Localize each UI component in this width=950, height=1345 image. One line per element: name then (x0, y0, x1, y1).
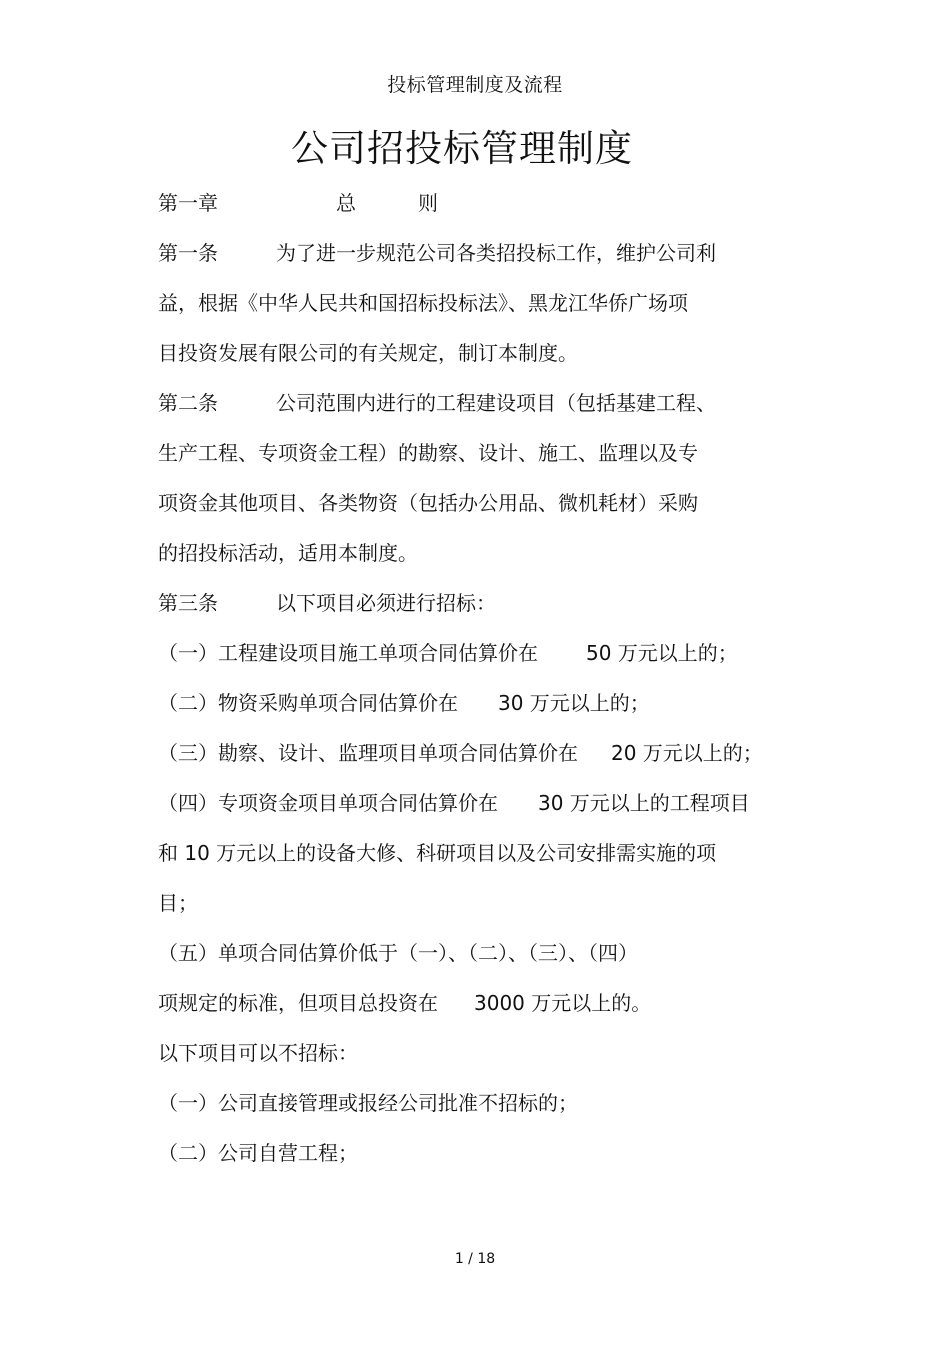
article-3-item-1-text: （一）工程建设项目施工单项合同估算价在 (158, 641, 538, 665)
article-3-item-2-amount: 30 万元以上的； (498, 691, 650, 715)
article-1-line-3: 目投资发展有限公司的有关规定，制订本制度。 (158, 341, 578, 365)
article-3-item-3 (158, 739, 763, 767)
chapter-name-1: 总 (336, 191, 356, 215)
article-2-line-2: 生产工程、专项资金工程）的勘察、设计、施工、监理以及专 (158, 441, 698, 465)
exempt-item-1: （一）公司直接管理或报经公司批准不招标的； (158, 1091, 578, 1115)
running-header: 投标管理制度及流程 (387, 74, 563, 96)
article-1-text-1: 为了进一步规范公司各类招投标工作，维护公司利 (276, 241, 716, 265)
chapter-name-2: 则 (418, 191, 438, 215)
article-3-item-1 (158, 639, 738, 667)
article-3-item-4-amount: 30 万元以上的工程项目 (538, 791, 750, 815)
article-3-item-2-text: （二）物资采购单项合同估算价在 (158, 691, 458, 715)
article-3-item-4-line-3: 目； (158, 891, 198, 915)
page-number: 1 / 18 (454, 1251, 496, 1267)
article-3-line-1 (158, 589, 496, 617)
chapter-heading (158, 189, 438, 217)
exempt-item-2: （二）公司自营工程； (158, 1141, 358, 1165)
article-3-label: 第三条 (158, 591, 218, 615)
article-2-line-1 (158, 389, 716, 417)
article-2-line-4: 的招投标活动，适用本制度。 (158, 541, 418, 565)
exempt-intro: 以下项目可以不招标： (158, 1041, 358, 1065)
article-3-item-2 (158, 689, 650, 717)
article-3-item-5-amount: 3000 万元以上的。 (474, 991, 652, 1015)
article-2-text-1: 公司范围内进行的工程建设项目（包括基建工程、 (276, 391, 716, 415)
article-3-item-4-line-2: 和 10 万元以上的设备大修、科研项目以及公司安排需实施的项 (158, 841, 717, 865)
article-3-item-3-text: （三）勘察、设计、监理项目单项合同估算价在 (158, 741, 578, 765)
article-3-item-3-amount: 20 万元以上的； (611, 741, 763, 765)
article-1-label: 第一条 (158, 241, 218, 265)
article-3-intro: 以下项目必须进行招标： (276, 591, 496, 615)
article-3-item-5-text: 项规定的标准，但项目总投资在 (158, 991, 438, 1015)
article-3-item-5-line-1: （五）单项合同估算价低于（一）、（二）、（三）、（四） (158, 941, 638, 965)
article-3-item-1-amount: 50 万元以上的； (586, 641, 738, 665)
article-2-label: 第二条 (158, 391, 218, 415)
article-1-line-2: 益，根据《中华人民共和国招标投标法》、黑龙江华侨广场项 (158, 291, 688, 315)
article-3-item-4 (158, 789, 750, 817)
article-2-line-3: 项资金其他项目、各类物资（包括办公用品、微机耗材）采购 (158, 491, 698, 515)
article-3-item-5-line-2 (158, 989, 651, 1017)
article-1-line-1 (158, 239, 716, 267)
document-title: 公司招投标管理制度 (291, 127, 633, 170)
chapter-label: 第一章 (158, 191, 218, 215)
article-3-item-4-text: （四）专项资金项目单项合同估算价在 (158, 791, 498, 815)
